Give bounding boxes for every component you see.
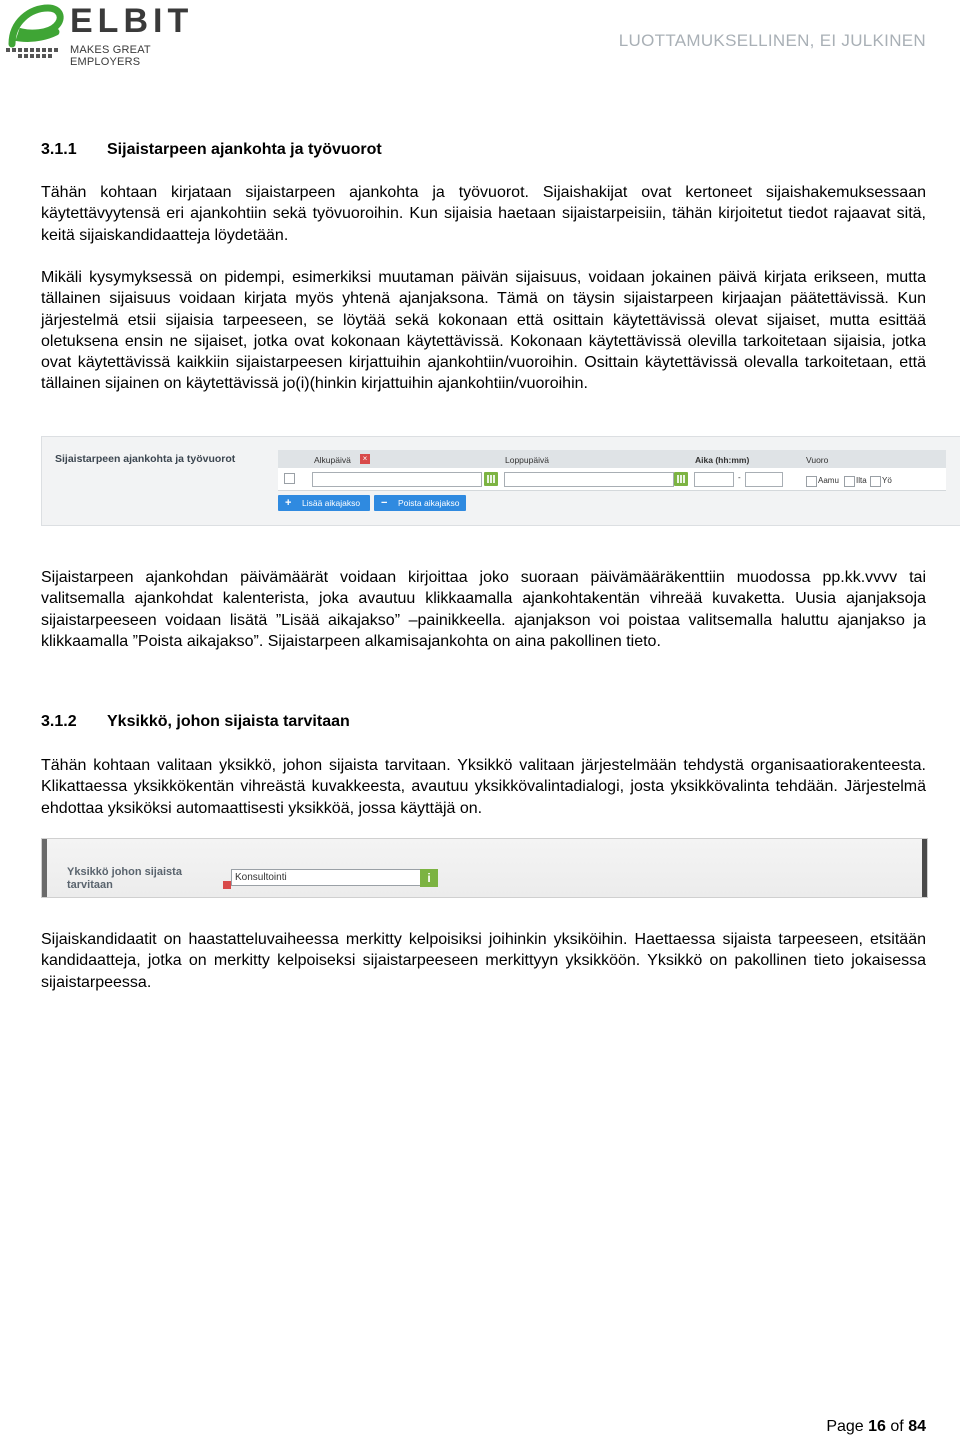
shift-label: Vuoro bbox=[806, 455, 829, 465]
unit-picker-icon[interactable]: i bbox=[420, 869, 438, 887]
section-number: 3.1.2 bbox=[41, 713, 77, 730]
unit-label-line2: tarvitaan bbox=[67, 879, 113, 891]
unit-field-screenshot bbox=[41, 838, 928, 898]
start-time-input[interactable] bbox=[694, 472, 734, 487]
paragraph: Tähän kohtaan kirjataan sijaistarpeen ajankohta ja työvuorot. Sijaishakijat ovat kertoneet sijaishakemuksessaan käytettävyytensä eri ajankohtiin sekä työvuoroihin. Kun sijaisia haetaan sijaistarpeisiin, tähän kirjoitetut tiedot rajaavat sitä, keitä sijaiskandidaatteja löydetään. bbox=[41, 184, 926, 244]
shift-option-night: Yö bbox=[882, 476, 892, 485]
screenshot-edge bbox=[42, 839, 47, 897]
end-time-input[interactable] bbox=[745, 472, 783, 487]
row-select-checkbox[interactable] bbox=[284, 473, 295, 484]
page-total: 84 bbox=[908, 1418, 926, 1435]
shift-checkbox-night[interactable] bbox=[870, 476, 881, 487]
paragraph: Sijaistarpeen ajankohdan päivämäärät voidaan kirjoittaa joko suoraan päivämääräkenttiin muodossa pp.kk.vvvv tai valitsemalla ajankohdat kalenterista, joka avautuu klikkaamalla ajankohtakentän vihreää kuvaketta. Uusia ajanjaksoja sijaistarpeeseen voidaan lisätä ”Lisää aikajakso” –painikkeella. ajanjakson voi poistaa valitsemalla haluttu ajanjakso ja klikkaamalla ”Poista aikajakso”. Sijaistarpeen alkamisajankohta on aina pakollinen tieto. bbox=[41, 569, 926, 650]
paragraph: Mikäli kysymyksessä on pidempi, esimerkiksi muutaman päivän sijaisuus, voidaan jokainen päivä kirjata erikseen, mutta tällainen sijaisuus voidaan kirjata myös yhtenä ajanjaksona. Tämä on täysin sijaistarpeen kirjaajan päätettävissä. Kun järjestelmä etsii sijaisia tarpeeseen, se löytää sekä kokonaan että osittain käytettävissä olevat sijaiset, mutta esittää oletuksena ensin ne sijaiset, jotka ovat kokonaan käytettävissä. Kokonaan käytettävissä olevilla tarkoitetaan sijaisia, jotka ovat käytettävissä kaikkiin sijaistarpeesen kirjattuihin ajankohtiin/vuoroihin. Osittain käytettävissä olevalla tarkoitetaan, että tällainen sijainen on käytettävissä jo(i)(hinkin kirjattuihin ajankohtiin/vuoroihin. bbox=[41, 269, 926, 393]
start-date-input[interactable] bbox=[312, 472, 482, 487]
add-period-label: Lisää aikajakso bbox=[302, 498, 361, 508]
logo-tagline: MAKES GREAT EMPLOYERS bbox=[70, 44, 151, 68]
section-heading-3-1-1 bbox=[41, 141, 382, 159]
company-logo bbox=[4, 2, 219, 68]
required-icon: × bbox=[360, 454, 370, 464]
required-icon bbox=[223, 881, 231, 889]
remove-period-button[interactable] bbox=[374, 495, 466, 511]
page-number bbox=[826, 1418, 926, 1436]
section-title: Yksikkö, johon sijaista tarvitaan bbox=[107, 713, 350, 730]
add-period-button[interactable] bbox=[278, 495, 370, 511]
start-date-label: Alkupäivä bbox=[314, 455, 351, 465]
form-header-bar bbox=[278, 450, 946, 468]
end-date-input[interactable] bbox=[504, 472, 674, 487]
unit-label bbox=[67, 866, 182, 892]
date-range-form-screenshot bbox=[41, 436, 960, 526]
unit-input[interactable]: Konsultointi bbox=[231, 869, 423, 886]
end-calendar-icon[interactable] bbox=[674, 472, 688, 486]
logo-e-icon bbox=[4, 4, 68, 62]
plus-icon: + bbox=[285, 497, 292, 509]
section-title: Sijaistarpeen ajankohta ja työvuorot bbox=[107, 141, 382, 158]
logo-wordmark: ELBIT bbox=[70, 2, 194, 40]
section-heading-3-1-2 bbox=[41, 713, 350, 731]
panel-title: Sijaistarpeen ajankohta ja työvuorot bbox=[55, 453, 236, 465]
screenshot-edge bbox=[922, 839, 927, 897]
shift-checkbox-evening[interactable] bbox=[844, 476, 855, 487]
shift-option-morning: Aamu bbox=[818, 476, 839, 485]
minus-icon: − bbox=[381, 497, 388, 509]
time-separator: - bbox=[738, 473, 741, 482]
remove-period-label: Poista aikajakso bbox=[398, 498, 460, 508]
page-current: 16 bbox=[868, 1418, 886, 1435]
time-label: Aika (hh:mm) bbox=[695, 455, 750, 465]
start-calendar-icon[interactable] bbox=[484, 472, 498, 486]
paragraph: Sijaiskandidaatit on haastatteluvaiheessa merkitty kelpoisiksi joihinkin yksiköihin. Haettaessa sijaista tarpeeseen, etsitään kandidaatteja, jotka on merkitty kelpoiseksi sijaistarpeeseen merkittyyn yksikköön. Yksikkö on pakollinen tieto jokaisessa sijaistarpeessa. bbox=[41, 931, 926, 991]
unit-label-line1: Yksikkö johon sijaista bbox=[67, 866, 182, 878]
end-date-label: Loppupäivä bbox=[505, 455, 549, 465]
shift-option-evening: Ilta bbox=[856, 476, 867, 485]
shift-checkbox-morning[interactable] bbox=[806, 476, 817, 487]
section-number: 3.1.1 bbox=[41, 141, 77, 158]
page-of: of bbox=[890, 1418, 904, 1435]
classification-label: LUOTTAMUKSELLINEN, EI JULKINEN bbox=[618, 31, 926, 50]
page-prefix: Page bbox=[826, 1418, 864, 1435]
paragraph: Tähän kohtaan valitaan yksikkö, johon sijaista tarvitaan. Yksikkö valitaan järjestelmään tehdystä organisaatiorakenteesta. Klikattaessa yksikkökentän vihreästä kuvakkeesta, avautuu yksikkövalintadialogi, josta yksikkövalinta tehdään. Järjestelmä ehdottaa yksiköksi automaattisesti yksikköä, jossa käyttäjä on. bbox=[41, 757, 926, 817]
